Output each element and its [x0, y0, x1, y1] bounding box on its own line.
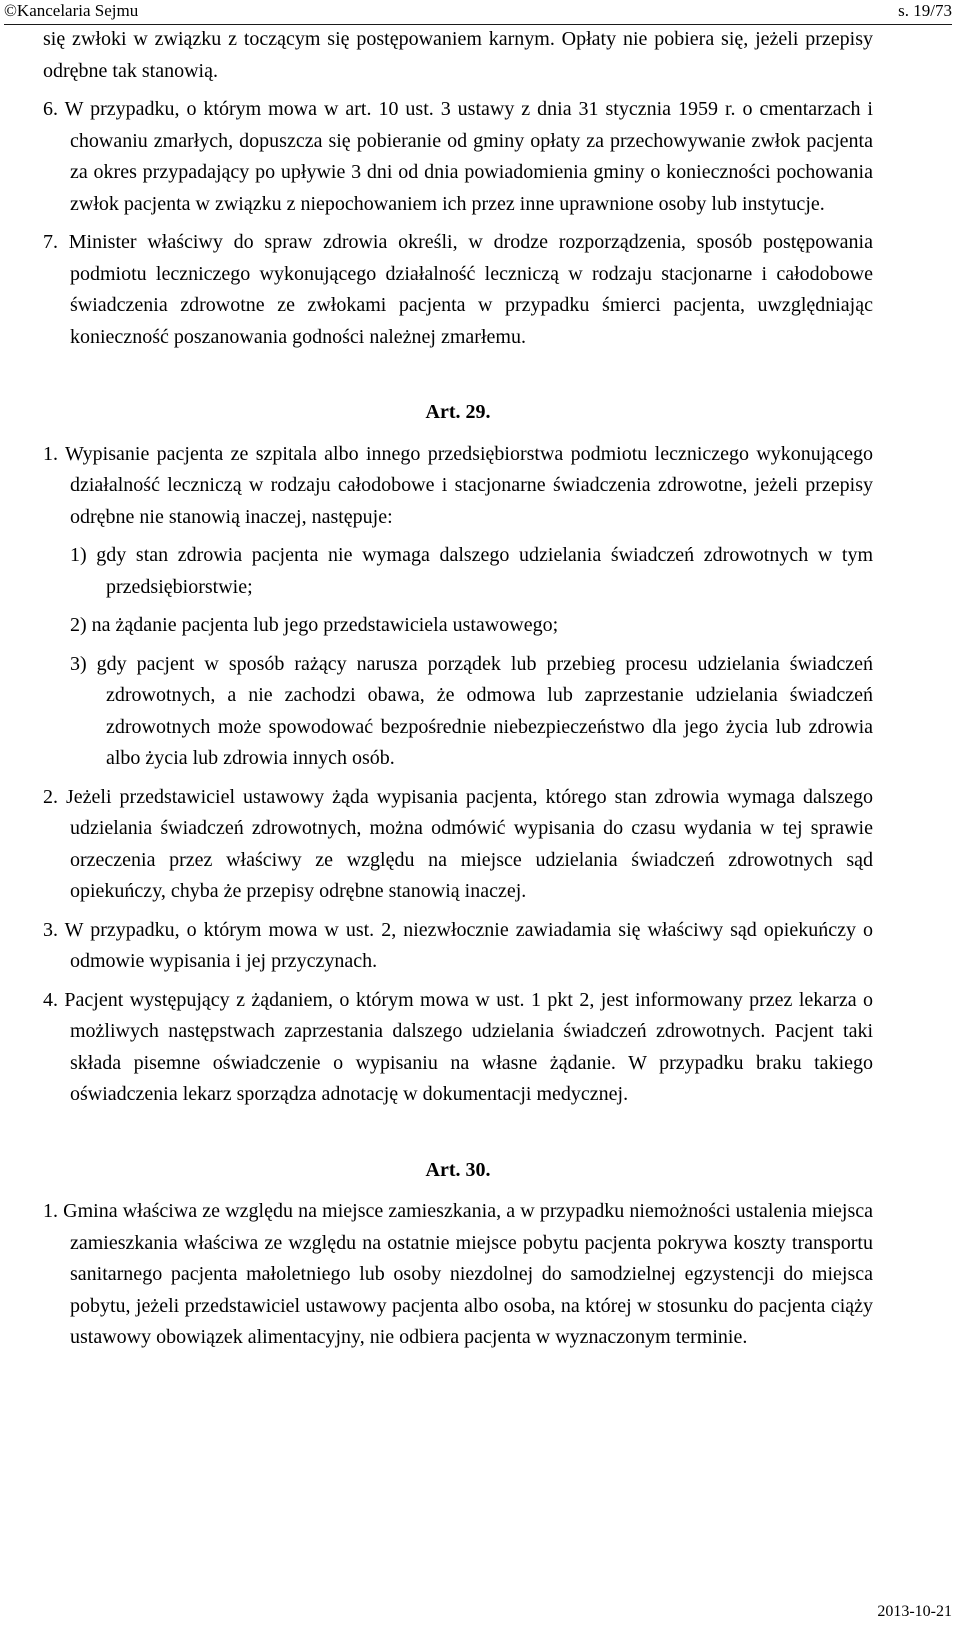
art30-paragraph-1: 1. Gmina właściwa ze względu na miejsce zamieszkania, a w przypadku niemożności ustalenia miejsca zamieszkania właściwa ze względu na ostatnie miejsce pobytu pacjenta pokrywa koszty transportu sanitarnego pacjenta małoletniego lub osoby niezdolnej do samodzielnej egzystencji do miejsca pobytu, jeżeli przedstawiciel ustawowy pacjenta albo osoba, na której w stosunku do pacjenta ciąży ustawowy obowiązek alimentacyjny, nie odbiera pacjenta w wyznaczonym terminie. — [43, 1200, 873, 1348]
art29-item-1: 1) gdy stan zdrowia pacjenta nie wymaga dalszego udzielania świadczeń zdrowotnych w tym przedsiębiorstwie; — [70, 544, 873, 598]
page-number: s. 19/73 — [898, 1, 952, 20]
art29-item-2: 2) na żądanie pacjenta lub jego przedstawiciela ustawowego; — [70, 614, 559, 636]
paragraph-6: 6. W przypadku, o którym mowa w art. 10 ust. 3 ustawy z dnia 31 stycznia 1959 r. o cmentarzach i chowaniu zmarłych, dopuszcza się pobieranie od gminy opłaty za przechowywanie zwłok pacjenta za okres przypadający po upływie 3 dni od dnia powiadomienia gminy o konieczności pochowania zwłok pacjenta w związku z niepochowaniem ich przez inne uprawnione osoby lub instytucje. — [43, 98, 873, 215]
page-header — [4, 0, 952, 25]
art29-paragraph-4: 4. Pacjent występujący z żądaniem, o którym mowa w ust. 1 pkt 2, jest informowany przez lekarza o możliwych następstwach zaprzestania dalszego udzielania świadczeń zdrowotnych. Pacjent taki składa pisemne oświadczenie o wypisaniu na własne żądanie. W przypadku braku takiego oświadczenia lekarz sporządza adnotację w dokumentacji medycznej. — [43, 988, 873, 1105]
art29-paragraph-3: 3. W przypadku, o którym mowa w ust. 2, niezwłocznie zawiadamia się właściwy sąd opiekuńczy o odmowie wypisania i jej przyczynach. — [43, 918, 873, 972]
paragraph-7: 7. Minister właściwy do spraw zdrowia określi, w drodze rozporządzenia, sposób postępowania podmiotu leczniczego wykonującego działalność leczniczą w rodzaju stacjonarne i całodobowe świadczenia zdrowotne ze zwłokami pacjenta w przypadku śmierci pacjenta, uwzględniając konieczność poszanowania godności należnej zmarłemu. — [43, 231, 873, 348]
document-body — [43, 24, 873, 1354]
art29-paragraph-2: 2. Jeżeli przedstawiciel ustawowy żąda wypisania pacjenta, którego stan zdrowia wymaga dalszego udzielania świadczeń zdrowotnych, można odmówić wypisania do czasu wydania w tej sprawie orzeczenia przez właściwy ze względu na miejsce udzielania świadczeń zdrowotnych sąd opiekuńczy, chyba że przepisy odrębne stanowią inaczej. — [43, 785, 873, 902]
page-footer-date: 2013-10-21 — [877, 1603, 952, 1620]
paragraph-continuation: się zwłoki w związku z toczącym się postępowaniem karnym. Opłaty nie pobiera się, jeżeli przepisy odrębne tak stanowią. — [43, 28, 873, 82]
publisher-label: ©Kancelaria Sejmu — [4, 1, 139, 20]
article-29-title: Art. 29. — [425, 401, 491, 423]
art29-paragraph-1: 1. Wypisanie pacjenta ze szpitala albo innego przedsiębiorstwa podmiotu leczniczego wykonującego działalność leczniczą w rodzaju całodobowe i stacjonarne świadczenia zdrowotne, jeżeli przepisy odrębne nie stanowią inaczej, następuje: — [43, 442, 873, 528]
art29-item-3: 3) gdy pacjent w sposób rażący narusza porządek lub przebieg procesu udzielania świadczeń zdrowotnych, a nie zachodzi obawa, że odmowa lub zaprzestanie udzielania świadczeń zdrowotnych może spowodować bezpośrednie niebezpieczeństwo dla jego życia lub zdrowia albo życia lub zdrowia innych osób. — [70, 652, 873, 769]
article-30-title: Art. 30. — [425, 1158, 491, 1181]
